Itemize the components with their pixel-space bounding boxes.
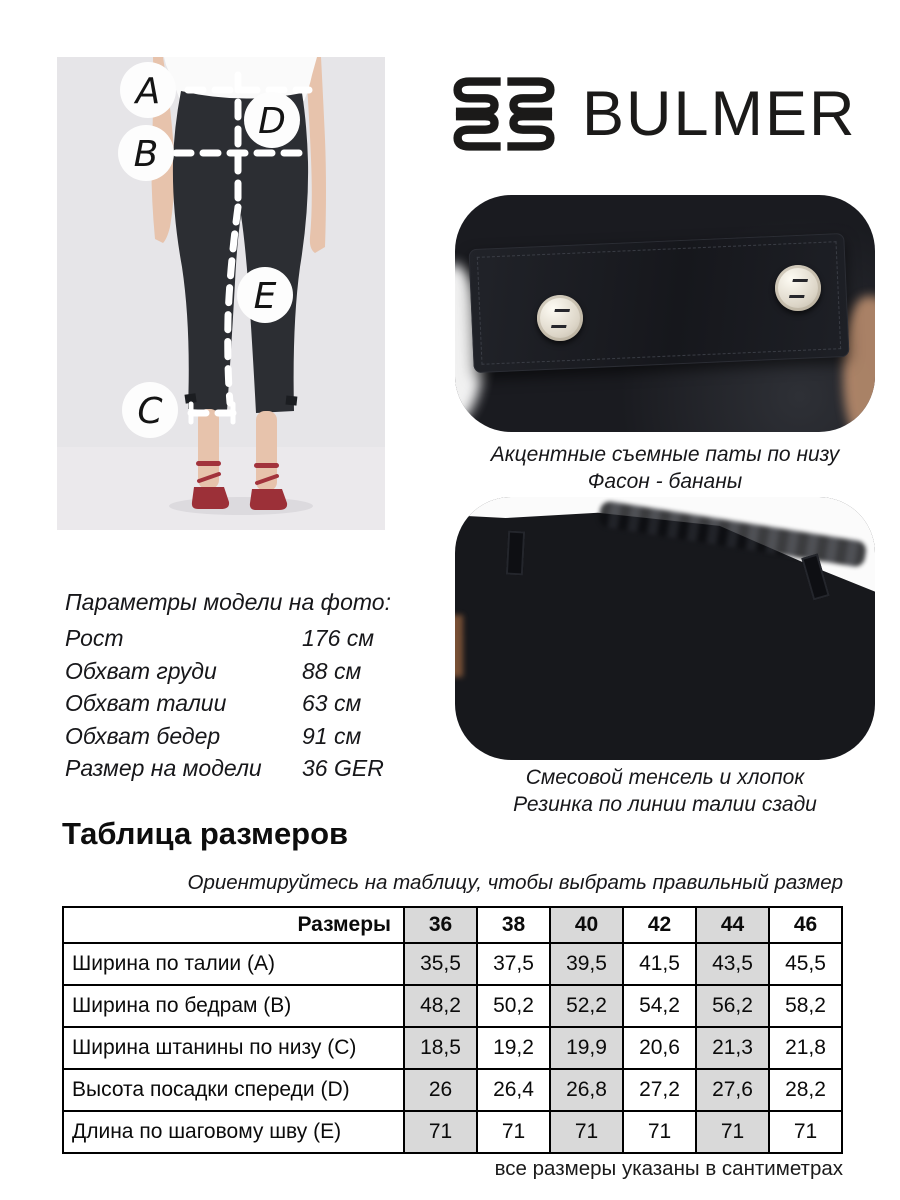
size-value-cell: 56,2: [696, 985, 769, 1027]
size-value-cell: 39,5: [550, 943, 623, 985]
measurement-label: Ширина штанины по низу (С): [63, 1027, 404, 1069]
size-column-header: 42: [623, 907, 696, 943]
size-column-header: 46: [769, 907, 842, 943]
background-peek: [455, 615, 463, 677]
size-table-corner-label: Размеры: [63, 907, 404, 943]
size-value-cell: 26,8: [550, 1069, 623, 1111]
param-label: Обхват бедер: [65, 722, 221, 749]
floor-shadow: [169, 497, 313, 515]
size-value-cell: 20,6: [623, 1027, 696, 1069]
size-column-header: 38: [477, 907, 550, 943]
size-value-cell: 48,2: [404, 985, 477, 1027]
hem-tab-right: [286, 395, 298, 405]
model-params: [65, 589, 395, 788]
size-value-cell: 21,3: [696, 1027, 769, 1069]
size-value-cell: 43,5: [696, 943, 769, 985]
size-table-footer: все размеры указаны в сантиметрах: [494, 1157, 843, 1180]
badge-label-A: A: [135, 71, 161, 112]
size-value-cell: 71: [769, 1111, 842, 1153]
measurement-label: Ширина по бедрам (В): [63, 985, 404, 1027]
size-value-cell: 52,2: [550, 985, 623, 1027]
size-column-header: 36: [404, 907, 477, 943]
param-value: 176 см: [302, 625, 375, 651]
param-value: 88 см: [302, 657, 362, 684]
size-value-cell: 71: [550, 1111, 623, 1153]
size-value-cell: 35,5: [404, 943, 477, 985]
param-label: Рост: [65, 625, 124, 651]
size-table-row: [63, 985, 842, 1027]
size-value-cell: 50,2: [477, 985, 550, 1027]
measurement-label: Длина по шаговому шву (Е): [63, 1111, 404, 1153]
size-value-cell: 71: [696, 1111, 769, 1153]
size-value-cell: 71: [404, 1111, 477, 1153]
size-value-cell: 37,5: [477, 943, 550, 985]
sandal-strap-left: [196, 461, 221, 466]
size-value-cell: 58,2: [769, 985, 842, 1027]
badge-label-C: C: [137, 391, 163, 432]
size-value-cell: 71: [623, 1111, 696, 1153]
sandal-left: [192, 487, 229, 509]
size-table-heading: Таблица размеров: [62, 816, 349, 851]
param-row: [65, 625, 395, 652]
size-value-cell: 18,5: [404, 1027, 477, 1069]
size-value-cell: 27,2: [623, 1069, 696, 1111]
detail-photo-waistband: [455, 497, 875, 760]
param-label: Обхват груди: [65, 657, 217, 684]
size-value-cell: 21,8: [769, 1027, 842, 1069]
param-value: 63 см: [302, 690, 362, 716]
detail-photo-button-tabs: [455, 195, 875, 432]
size-table-row: [63, 943, 842, 985]
sandal-strap-right: [254, 463, 279, 468]
size-table-note: Ориентируйтесь на таблицу, чтобы выбрать правильный размер: [187, 871, 843, 894]
param-row: [65, 658, 395, 685]
size-table-row: [63, 1069, 842, 1111]
param-value: 36 GER: [302, 755, 384, 781]
brand-logo: [448, 72, 878, 156]
size-table: [62, 906, 843, 1154]
pearl-button-right: [775, 265, 821, 311]
model-photo: [57, 57, 385, 530]
badge-label-B: B: [133, 134, 159, 175]
size-value-cell: 26: [404, 1069, 477, 1111]
size-column-header: 44: [696, 907, 769, 943]
param-label: Обхват талии: [65, 690, 227, 716]
size-table-row: [63, 1027, 842, 1069]
model-params-title: Параметры модели на фото:: [65, 589, 391, 615]
size-value-cell: 71: [477, 1111, 550, 1153]
param-value: 91 см: [302, 722, 362, 749]
button-stitch: [788, 279, 807, 298]
param-label: Размер на модели: [65, 755, 262, 781]
measurement-label: Высота посадки спереди (D): [63, 1069, 404, 1111]
badge-label-E: E: [253, 276, 277, 317]
param-row: [65, 755, 395, 782]
size-value-cell: 41,5: [623, 943, 696, 985]
size-value-cell: 19,9: [550, 1027, 623, 1069]
brand-name: BULMER: [582, 78, 857, 149]
size-value-cell: 26,4: [477, 1069, 550, 1111]
param-row: [65, 723, 395, 750]
button-stitch: [550, 309, 569, 328]
param-row: [65, 690, 395, 717]
size-table-body: [63, 943, 842, 1153]
belt-loop-left: [506, 531, 525, 576]
feature-caption-2: [440, 764, 890, 819]
size-table-row: [63, 1111, 842, 1153]
size-table-header-row: [63, 907, 842, 943]
feature-caption-line: Акцентные съемные паты по низу: [490, 443, 840, 466]
model-photo-scene: [57, 57, 385, 530]
size-value-cell: 27,6: [696, 1069, 769, 1111]
pearl-button-left: [537, 295, 583, 341]
feature-caption-line: Резинка по линии талии сзади: [513, 793, 817, 817]
size-value-cell: 28,2: [769, 1069, 842, 1111]
feature-caption-line: Смесовой тенсель и хлопок: [525, 766, 805, 789]
bulmer-knot-mark-icon: [448, 76, 560, 152]
size-value-cell: 19,2: [477, 1027, 550, 1069]
size-column-header: 40: [550, 907, 623, 943]
size-value-cell: 54,2: [623, 985, 696, 1027]
badge-label-D: D: [258, 101, 286, 142]
measurement-label: Ширина по талии (А): [63, 943, 404, 985]
sandal-right: [250, 489, 287, 510]
feature-caption-line: Фасон - бананы: [587, 470, 743, 494]
feature-caption-1: [440, 441, 890, 496]
size-value-cell: 45,5: [769, 943, 842, 985]
